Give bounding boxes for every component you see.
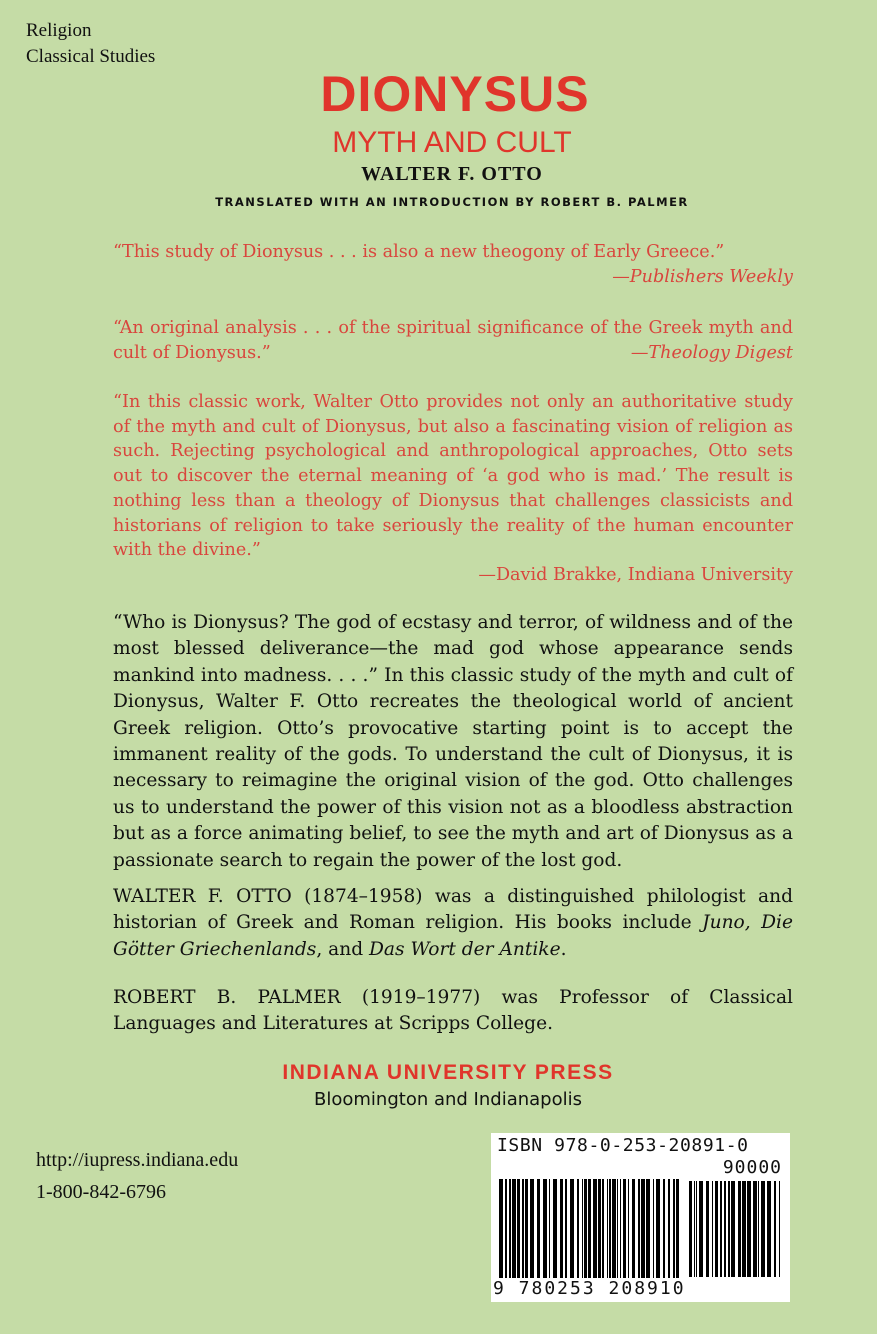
book-title-wort: Das Wort der Antike (369, 938, 561, 960)
barcode-bar (638, 1179, 640, 1281)
barcode-bar (689, 1181, 692, 1277)
book-title-juno: Juno, Die Götter Griechenlands (113, 912, 794, 960)
barcode-bar (623, 1179, 626, 1281)
author-name: WALTER F. OTTO (361, 163, 543, 185)
barcode-bar (696, 1181, 697, 1277)
barcode-bar (706, 1181, 709, 1277)
barcode-bar (738, 1181, 741, 1277)
barcode-bar (560, 1179, 563, 1281)
publisher-name: INDIANA UNIVERSITY PRESS (282, 1061, 614, 1084)
barcode-bar (588, 1179, 591, 1281)
quote-text: “In this classic work, Walter Otto provides not only an authoritative study of the myth and cult of Dionysus, but also a fascinating vision of religion as such. Rejecting psychological and anthropological approaches, Otto sets out to discover the eternal meaning of ‘a god who is mad.’ The result is nothing less than a theology of Dionysus that challenges classicists and historians of religion to take seriously the reality of the human encounter with the divine.” (113, 392, 793, 561)
barcode-bar (653, 1179, 654, 1281)
barcode-bar (582, 1179, 583, 1281)
review-quote-3 (113, 390, 793, 588)
quote-text: “An original analysis . . . of the spiritual significance of the Greek myth and cult of Dionysus.” (113, 318, 793, 363)
quote-attribution: —Theology Digest (630, 342, 793, 363)
quote-text: “This study of Dionysus . . . is also a new theogony of Early Greece.” (113, 242, 725, 262)
quote-attribution: —David Brakke, Indiana University (478, 564, 793, 585)
barcode-bar (620, 1179, 621, 1281)
barcode-bar (593, 1179, 597, 1281)
barcode-bar (543, 1179, 547, 1281)
barcode-bar (779, 1181, 780, 1277)
barcode-bar (512, 1179, 516, 1281)
barcode-bar (712, 1181, 713, 1277)
barcode-bar (646, 1179, 650, 1281)
barcode-bar (767, 1181, 771, 1277)
review-quote-1 (113, 240, 793, 289)
barcode-bar (628, 1179, 629, 1281)
barcode-bar (612, 1179, 616, 1281)
barcode-bar (609, 1179, 611, 1281)
barcode-bar (517, 1179, 520, 1281)
barcode-bar (715, 1181, 718, 1277)
barcode-bar (632, 1179, 635, 1281)
barcode-bar (753, 1181, 757, 1277)
price-code: 90000 (722, 1157, 782, 1178)
barcode-bar (728, 1181, 730, 1277)
book-title: DIONYSUS (320, 66, 590, 122)
barcode-bar (522, 1179, 524, 1281)
barcode-bar (668, 1179, 670, 1281)
author-bio-end: . (560, 938, 567, 960)
barcode-bar (742, 1181, 746, 1277)
barcode-label (491, 1133, 790, 1302)
ean-barcode (499, 1179, 687, 1281)
barcode-bar (673, 1179, 675, 1281)
ean-digits: 9 780253 208910 (493, 1278, 686, 1299)
book-subtitle: MYTH AND CULT (332, 126, 572, 159)
price-barcode (689, 1181, 783, 1277)
quote-attribution: —Publishers Weekly (612, 266, 793, 287)
barcode-bar (553, 1179, 557, 1281)
barcode-bar (724, 1181, 726, 1277)
review-quote-2 (113, 316, 793, 365)
category-labels (26, 18, 155, 70)
barcode-bar (509, 1179, 511, 1281)
barcode-bar (499, 1179, 503, 1281)
barcode-bar (584, 1179, 587, 1281)
isbn-number: ISBN 978-0-253-20891-0 (497, 1135, 749, 1156)
barcode-bar (617, 1179, 618, 1281)
barcode-bar (699, 1181, 703, 1277)
barcode-bar (549, 1179, 550, 1281)
barcode-bar (761, 1181, 765, 1277)
publisher-phone: 1-800-842-6796 (36, 1181, 166, 1203)
barcode-bar (758, 1181, 759, 1277)
barcode-bar (663, 1179, 665, 1281)
author-bio-text: WALTER F. OTTO (1874–1958) was a distinguished philologist and historian of Greek and Roman religion. His books include (113, 886, 793, 934)
category-religion: Religion (26, 20, 92, 41)
translator-credit: TRANSLATED WITH AN INTRODUCTION BY ROBERT B. PALMER (215, 195, 689, 209)
category-classical-studies: Classical Studies (26, 46, 156, 67)
barcode-bar (720, 1181, 722, 1277)
barcode-bar (731, 1181, 735, 1277)
barcode-bar (565, 1179, 567, 1281)
barcode-bar (602, 1179, 604, 1281)
barcode-bar (641, 1179, 645, 1281)
barcode-bar (607, 1179, 608, 1281)
barcode-bar (537, 1179, 540, 1281)
author-bio-joiner: , and (316, 938, 370, 960)
barcode-bar (577, 1179, 579, 1281)
publisher-url[interactable]: http://iupress.indiana.edu (36, 1149, 239, 1171)
barcode-bar (570, 1179, 574, 1281)
translator-bio: ROBERT B. PALMER (1919–1977) was Professor of Classical Languages and Literatures at Scripps College. (113, 987, 793, 1035)
barcode-bar (676, 1179, 679, 1281)
barcode-bar (747, 1181, 751, 1277)
barcode-bar (774, 1181, 776, 1277)
book-description: “Who is Dionysus? The god of ecstasy and terror, of wildness and of the most blessed deliverance—the mad god whose appearance sends mankind into madness. . . .” In this classic study of the myth and cult of Dionysus, Walter F. Otto recreates the theological world of ancient Greek religion. Otto’s provocative starting point is to accept the immanent reality of the gods. To understand the cult of Dionysus, it is necessary to reimagine the original vision of the god. Otto challenges us to understand the power of this vision not as a bloodless abstraction but as a force animating belief, to see the myth and art of Dionysus as a passionate search to regain the power of the lost god. (113, 612, 793, 871)
publisher-place: Bloomington and Indianapolis (314, 1089, 582, 1110)
contact-info (36, 1144, 238, 1208)
barcode-bar (530, 1179, 534, 1281)
author-bio (113, 884, 793, 963)
barcode-bar (505, 1179, 507, 1281)
barcode-bar (598, 1179, 601, 1281)
barcode-bar (525, 1179, 528, 1281)
barcode-bar (694, 1181, 695, 1277)
barcode-bar (656, 1179, 660, 1281)
